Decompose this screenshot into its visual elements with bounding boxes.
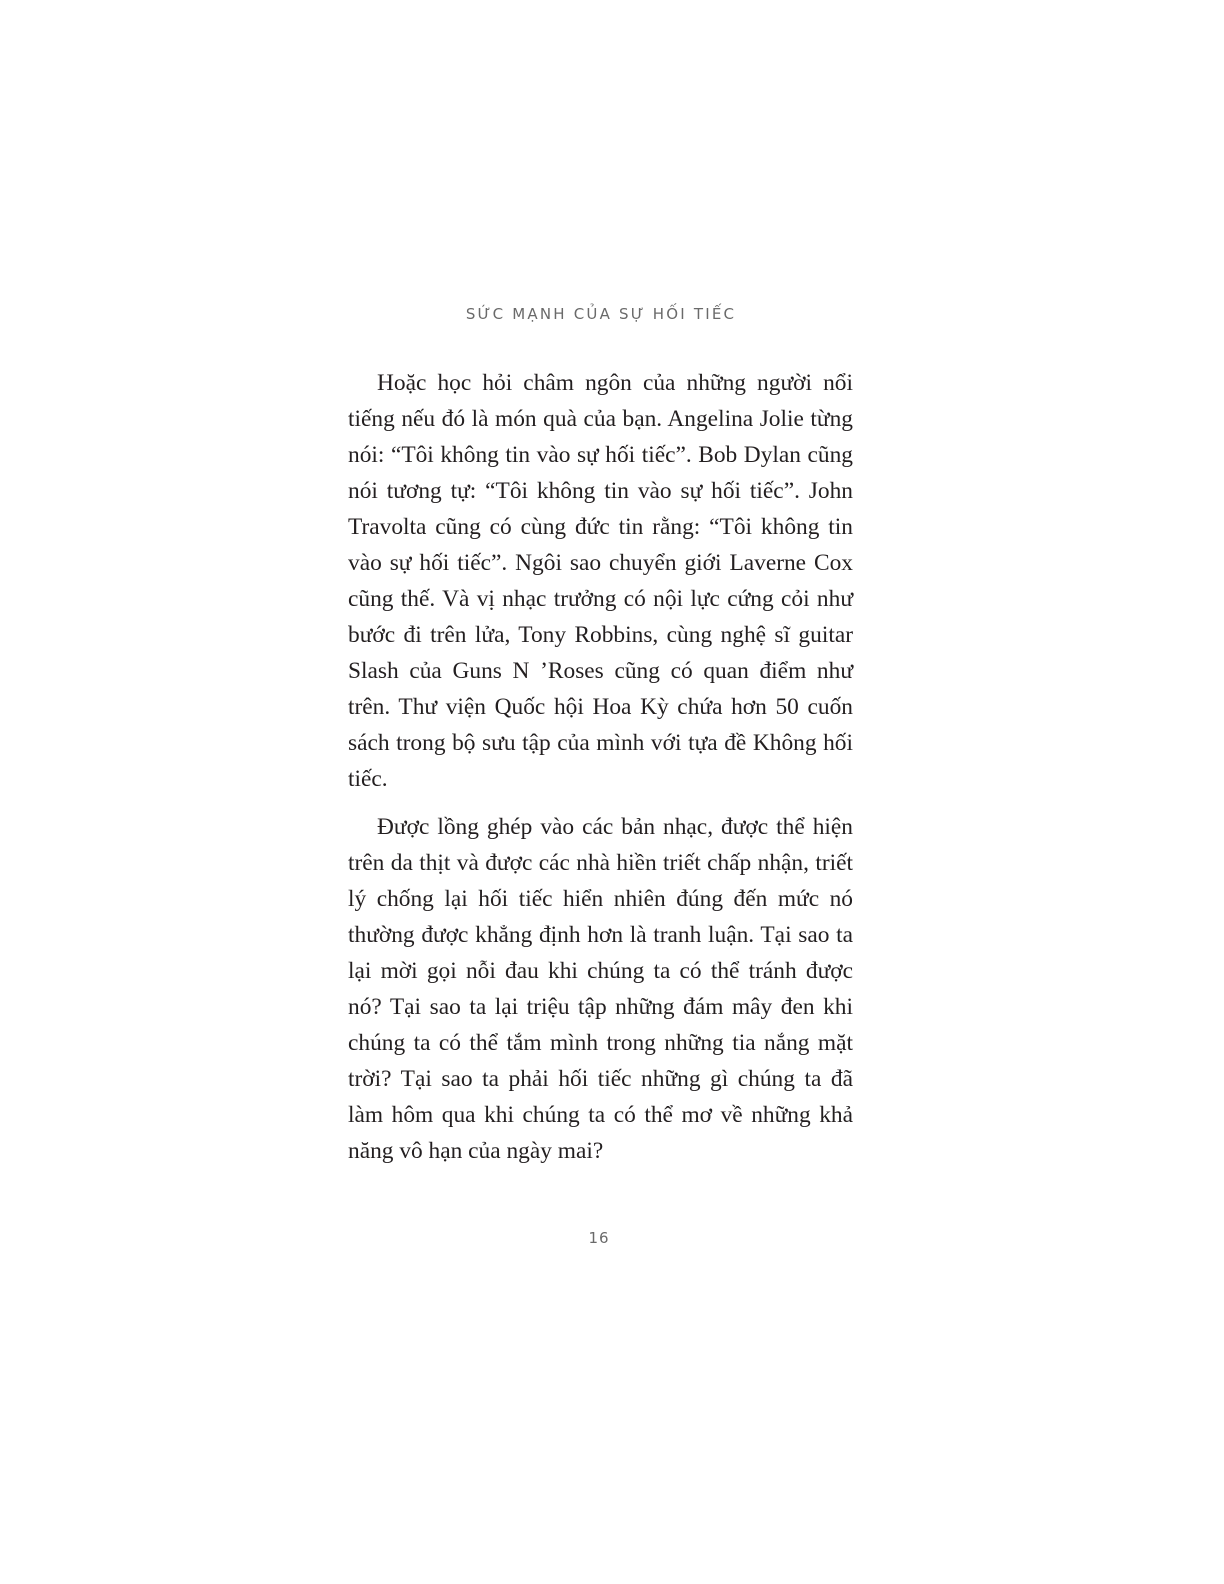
running-header: SỨC MẠNH CỦA SỰ HỐI TIẾC [465,305,737,323]
paragraph-2: Được lồng ghép vào các bản nhạc, được thể hiện trên da thịt và được các nhà hiền triết chấp nhận, triết lý chống lại hối tiếc hiển nhiên đúng đến mức nó thường được khẳng định hơn là tranh luận. Tại sao ta lại mời gọi nỗi đau khi chúng ta có thể tránh được nó? Tại sao ta lại triệu tập những đám mây đen khi chúng ta có thể tắm mình trong những tia nắng mặt trời? Tại sao ta phải hối tiếc những gì chúng ta đã làm hôm qua khi chúng ta có thể mơ về những khả năng vô hạn của ngày mai? [348,814,853,1164]
paragraph-1: Hoặc học hỏi châm ngôn của những người nổi tiếng nếu đó là món quà của bạn. Angelina Jolie từng nói: “Tôi không tin vào sự hối tiếc”. Bob Dylan cũng nói tương tự: “Tôi không tin vào sự hối tiếc”. John Travolta cũng có cùng đức tin rằng: “Tôi không tin vào sự hối tiếc”. Ngôi sao chuyển giới Laverne Cox cũng thế. Và vị nhạc trưởng có nội lực cứng cỏi như bước đi trên lửa, Tony Robbins, cùng nghệ sĩ guitar Slash của Guns N ’Roses cũng có quan điểm như trên. Thư viện Quốc hội Hoa Kỳ chứa hơn 50 cuốn sách trong bộ sưu tập của mình với tựa đề Không hối tiếc. [348,370,853,792]
page-number: 16 [588,1229,610,1247]
body-text [348,365,853,1169]
